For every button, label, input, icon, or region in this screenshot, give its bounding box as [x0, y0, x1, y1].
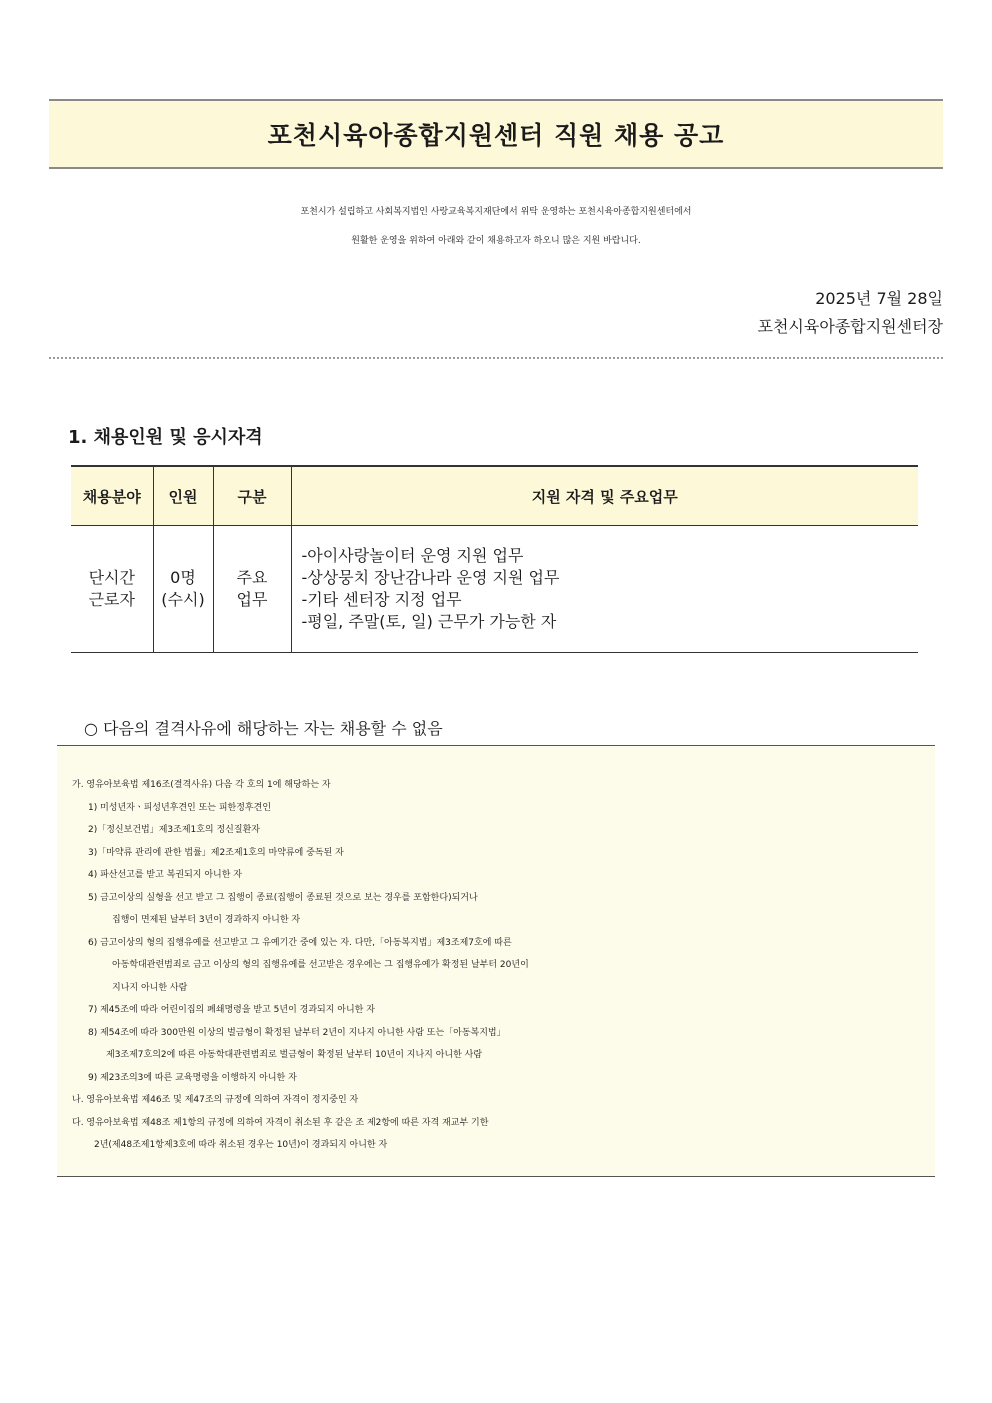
disqualification-box	[57, 745, 935, 1177]
header-duties: 지원 자격 및 주요업무	[291, 466, 918, 526]
disq-line: 4) 파산선고를 받고 복권되지 아니한 자	[88, 870, 242, 880]
duty-item: -평일, 주말(토, 일) 근무가 가능한 자	[301, 612, 557, 631]
cell-count-line: (수시)	[161, 590, 205, 609]
table-row	[71, 526, 918, 653]
disq-line: 1) 미성년자ㆍ피성년후견인 또는 피한정후견인	[88, 802, 272, 813]
table-header-row	[71, 466, 918, 526]
intro-line: 포천시가 설립하고 사회복지법인 사랑교육복지재단에서 위탁 운영하는 포천시육아종합지원센터에서	[300, 207, 692, 217]
header-category: 구분	[213, 466, 291, 526]
disq-line: 지나지 아니한 사람	[112, 982, 188, 993]
disq-line: 가. 영유아보육법 제16조(결격사유) 다음 각 호의 1에 해당하는 자	[72, 780, 331, 790]
disq-line: 나. 영유아보육법 제46조 및 제47조의 규정에 의하여 자격이 정지중인 자	[72, 1095, 359, 1105]
date-block	[758, 285, 943, 341]
announcement-date: 2025년 7월 28일	[815, 289, 943, 308]
disq-line: 2)「정신보건법」제3조제1호의 정신질환자	[88, 825, 260, 835]
cell-count-line: 0명	[170, 568, 196, 587]
disq-line: 아동학대관련범죄로 금고 이상의 형의 집행유예를 선고받은 경우에는 그 집행유예가 확정된 날부터 20년이	[112, 960, 529, 970]
cell-field-line: 단시간	[88, 568, 135, 587]
section-heading: 1. 채용인원 및 응시자격	[68, 427, 263, 448]
disq-line: 제3조제7호의2에 따른 아동학대관련범죄로 벌금형이 확정된 날부터 10년이 지나지 아니한 사람	[106, 1050, 483, 1060]
cell-field-line: 근로자	[88, 590, 135, 609]
dotted-divider	[49, 357, 943, 359]
cell-duties	[291, 526, 918, 653]
page-title: 포천시육아종합지원센터 직원 채용 공고	[267, 121, 725, 150]
disq-line: 7) 제45조에 따라 어린이집의 폐쇄명령을 받고 5년이 경과되지 아니한 자	[88, 1005, 375, 1015]
duty-item: -상상뭉치 장난감나라 운영 지원 업무	[301, 568, 560, 587]
disq-line: 2년(제48조제1항제3호에 따라 취소된 경우는 10년)이 경과되지 아니한 자	[94, 1140, 388, 1150]
disq-line: 8) 제54조에 따라 300만원 이상의 벌금형이 확정된 날부터 2년이 지나지 아니한 사람 또는「아동복지법」	[88, 1027, 506, 1038]
disq-line: 5) 금고이상의 실형을 선고 받고 그 집행이 종료(집행이 종료된 것으로 보는 경우를 포함한다)되거나	[88, 892, 478, 903]
disq-line: 집행이 면제된 날부터 3년이 경과하지 아니한 자	[112, 915, 301, 925]
cell-category	[213, 526, 291, 653]
header-count: 인원	[153, 466, 213, 526]
disq-line: 6) 금고이상의 형의 집행유예를 선고받고 그 유예기간 중에 있는 자. 다만,「아동복지법」제3조제7호에 따른	[88, 937, 512, 948]
duty-item: -아이사랑놀이터 운영 지원 업무	[301, 546, 524, 565]
header-field: 채용분야	[71, 466, 153, 526]
intro-paragraph	[49, 198, 943, 256]
disq-line: 다. 영유아보육법 제48조 제1항의 규정에 의하여 자격이 취소된 후 같은 조 제2항에 따른 자격 재교부 기한	[72, 1117, 489, 1128]
cell-field	[71, 526, 153, 653]
disqualification-notice: ○ 다음의 결격사유에 해당하는 자는 채용할 수 없음	[84, 719, 443, 738]
duty-item: -기타 센터장 지정 업무	[301, 590, 462, 609]
cell-category-line: 주요	[236, 568, 268, 587]
recruitment-table	[71, 465, 918, 653]
intro-line: 원활한 운영을 위하여 아래와 같이 채용하고자 하오니 많은 지원 바랍니다.	[351, 236, 641, 246]
title-box	[49, 99, 943, 169]
cell-category-line: 업무	[236, 590, 268, 609]
disq-line: 9) 제23조의3에 따른 교육명령을 이행하지 아니한 자	[88, 1072, 297, 1083]
issuer: 포천시육아종합지원센터장	[757, 317, 943, 336]
cell-count	[153, 526, 213, 653]
disq-line: 3)「마약류 관리에 관한 법률」제2조제1호의 마약류에 중독된 자	[88, 847, 344, 858]
